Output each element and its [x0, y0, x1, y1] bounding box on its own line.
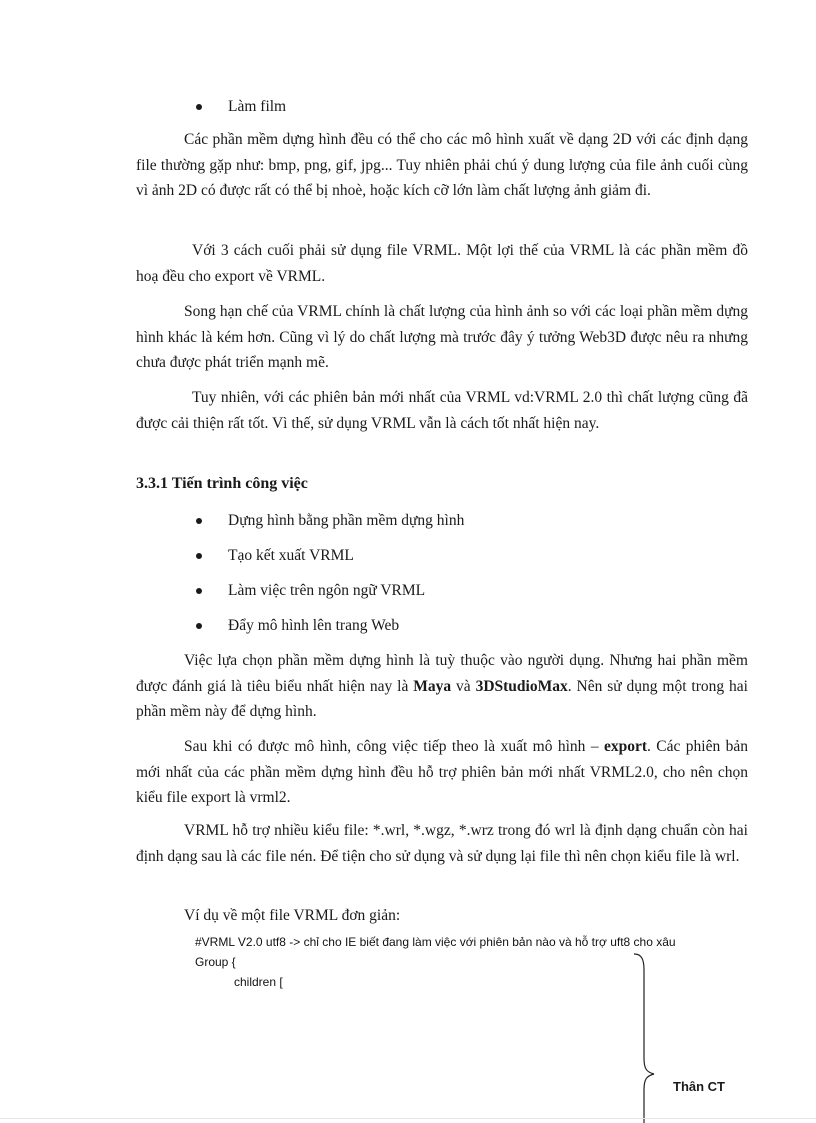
bullet-text: Tạo kết xuất VRML [228, 547, 354, 564]
paragraph-software-choice: Việc lựa chọn phần mềm dựng hình là tuỳ thuộc vào người dụng. Nhưng hai phần mềm được đánh giá là tiêu biểu nhất hiện nay là Maya và 3DStudioMax. Nên sử dụng một trong hai phần mềm này để dựng hình. [136, 652, 748, 720]
bullet-dot [196, 518, 202, 524]
paragraph-vrml-limitation: Song hạn chế của VRML chính là chất lượng của hình ảnh so với các loại phần mềm dựng hình khác là kém hơn. Cũng vì lý do chất lượng mà trước đây ý tưởng Web3D được nêu ra nhưng chưa được phát triển mạnh mẽ. [136, 303, 748, 371]
bullet-dot [196, 588, 202, 594]
code-line-header: #VRML V2.0 utf8 -> chỉ cho IE biết đang làm việc với phiên bản nào và hỗ trợ uft8 cho xâu [195, 935, 676, 949]
paragraph-export-step: Sau khi có được mô hình, công việc tiếp theo là xuất mô hình – export. Các phiên bản mới nhất của các phần mềm dựng hình đều hỗ trợ phiên bản mới nhất VRML2.0, cho nên chọn kiểu file export là vrml2. [136, 738, 748, 806]
export-term: export [603, 738, 648, 755]
paragraph-vrml-advantage: Với 3 cách cuối phải sử dụng file VRML. Một lợi thế của VRML là các phần mềm đồ hoạ đều cho export về VRML. [136, 242, 748, 285]
bullet-dot [196, 553, 202, 559]
software-name-maya: Maya [413, 677, 452, 695]
software-name-3dstudiomax: 3DStudioMax [475, 677, 568, 695]
bullet-text: Đẩy mô hình lên trang Web [228, 617, 400, 634]
bullet-text: Dựng hình bằng phần mềm dựng hình [228, 512, 465, 529]
bullet-dot [196, 623, 202, 629]
bullet-dot [196, 104, 202, 110]
paragraph-vrml-improvement: Tuy nhiên, với các phiên bản mới nhất của VRML vd:VRML 2.0 thì chất lượng cũng đã được cải thiện rất tốt. Vì thế, sử dụng VRML vẫn là cách tốt nhất hiện nay. [136, 389, 748, 432]
section-heading: 3.3.1 Tiến trình công việc [136, 475, 308, 492]
code-line-children: children [ [234, 975, 283, 989]
paragraph-2d-export: Các phần mềm dựng hình đều có thể cho các mô hình xuất về dạng 2D với các định dạng file thường gặp như: bmp, png, gif, jpg... Tuy nhiên phải chú ý dung lượng của file ảnh cuối cùng vì ảnh 2D có được rất có thể bị nhoè, hoặc kích cỡ lớn làm chất lượng ảnh giảm đi. [136, 131, 748, 199]
bullet-text: Làm việc trên ngôn ngữ VRML [228, 582, 426, 599]
right-brace-icon [628, 952, 658, 1123]
paragraph-example-intro: Ví dụ về một file VRML đơn giản: [184, 907, 401, 924]
page-bottom-edge [0, 1118, 816, 1119]
code-line-group: Group { [195, 955, 236, 969]
bullet-text: Làm film [228, 98, 287, 115]
paragraph-file-types: VRML hỗ trợ nhiều kiểu file: *.wrl, *.wgz, *.wrz trong đó wrl là định dạng chuẩn còn hai định dạng sau là các file nén. Để tiện cho sử dụng và sử dụng lại file thì nên chọn kiểu file là wrl. [136, 822, 748, 865]
brace-label: Thân CT [673, 1079, 725, 1094]
